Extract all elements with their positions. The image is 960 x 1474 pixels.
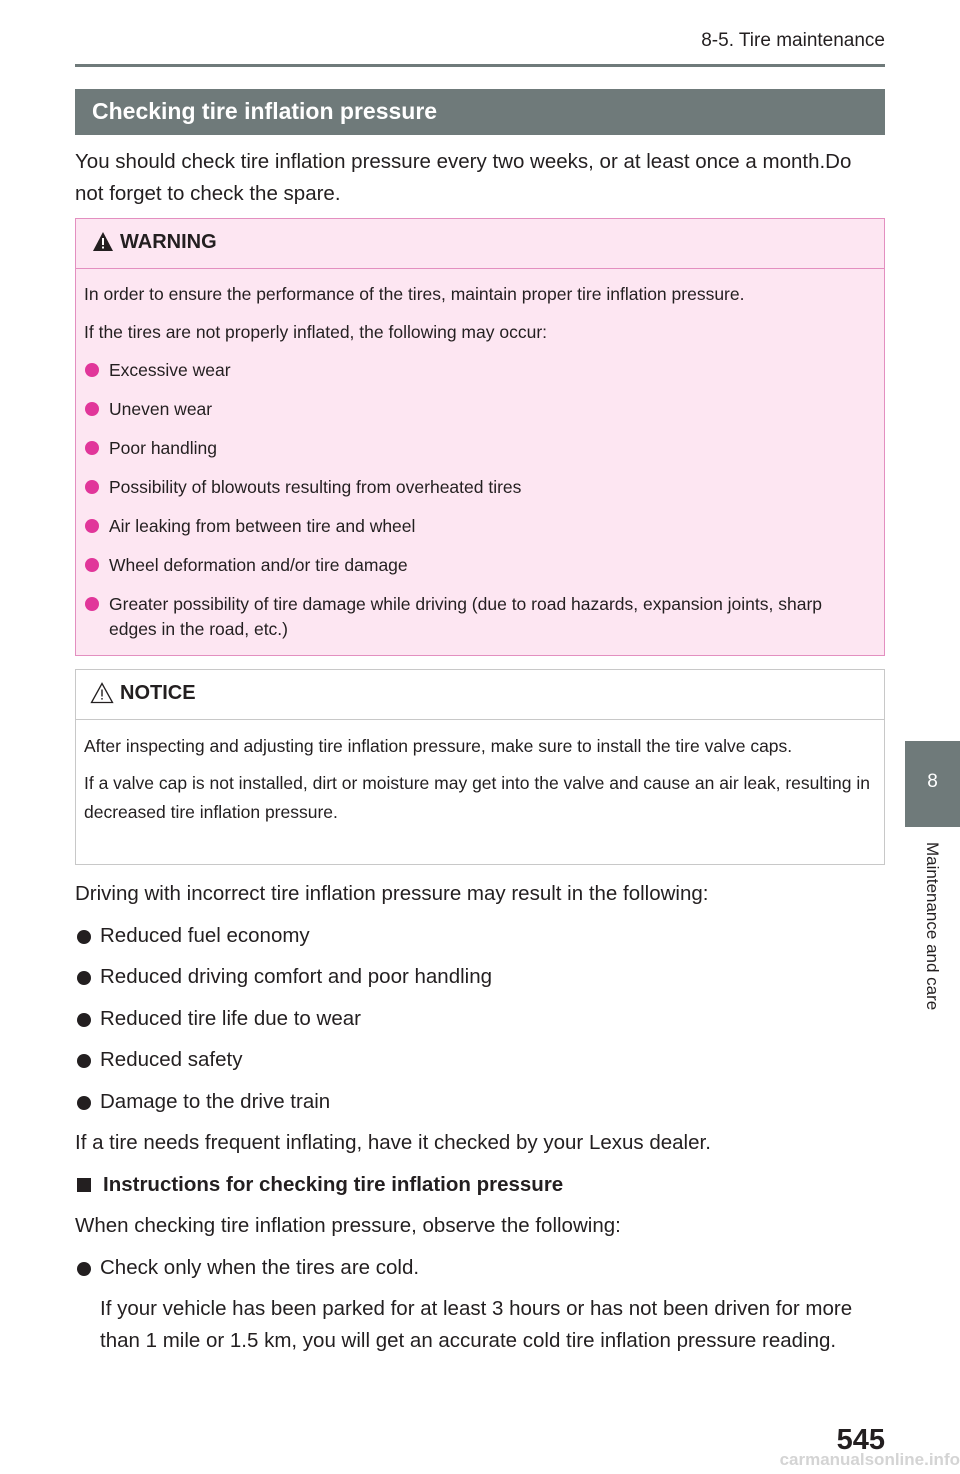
- warning-list-item: Excessive wear: [84, 358, 874, 383]
- check-detail: If your vehicle has been parked for at least 3 hours or has not been driven for more than 1 mile or 1.5 km, you will get an accurate cold tire inflation pressure reading.: [100, 1297, 853, 1352]
- observe-paragraph: When checking tire inflation pressure, observe the following:: [75, 1214, 621, 1237]
- effects-list-item: Reduced fuel economy: [75, 920, 885, 952]
- notice-title: NOTICE: [120, 682, 196, 704]
- effects-list-item: Damage to the drive train: [75, 1086, 885, 1118]
- subheading: Instructions for checking tire inflation pressure: [75, 1169, 885, 1201]
- effects-list-item: Reduced safety: [75, 1044, 885, 1076]
- warning-list-item: Air leaking from between tire and wheel: [84, 514, 874, 539]
- warning-paragraph: If the tires are not properly inflated, the following may occur:: [84, 322, 548, 342]
- running-header: 8-5. Tire maintenance: [701, 30, 885, 51]
- bullet-icon: [85, 441, 99, 455]
- warning-title: WARNING: [120, 231, 217, 253]
- notice-box: [75, 669, 885, 865]
- bullet-icon: [85, 480, 99, 494]
- bullet-icon: [77, 1013, 91, 1027]
- check-list-item: Check only when the tires are cold.: [75, 1252, 885, 1284]
- warning-list: [84, 358, 874, 642]
- bullet-icon: [77, 971, 91, 985]
- check-list: [75, 1252, 885, 1284]
- bullet-icon: [85, 402, 99, 416]
- warning-list-item: Greater possibility of tire damage while driving (due to road hazards, expansion joints, sharp edges in the road, etc.): [84, 592, 874, 642]
- warning-list-item: Wheel deformation and/or tire damage: [84, 553, 874, 578]
- dealer-note: If a tire needs frequent inflating, have it checked by your Lexus dealer.: [75, 1131, 711, 1154]
- header-rule: [75, 64, 885, 67]
- warning-list-item: Uneven wear: [84, 397, 874, 422]
- warning-triangle-icon: [92, 231, 114, 253]
- bullet-icon: [85, 597, 99, 611]
- notice-body: [76, 720, 884, 827]
- warning-body: [76, 269, 884, 642]
- intro-paragraph: You should check tire inflation pressure every two weeks, or at least once a month.Do not forget to check the spare.: [75, 150, 852, 205]
- section-title-bar: [75, 89, 885, 135]
- warning-box: [75, 218, 885, 656]
- section-title: Checking tire inflation pressure: [92, 98, 438, 124]
- chapter-title: Maintenance and care: [923, 842, 942, 1011]
- bullet-icon: [77, 1262, 91, 1276]
- notice-header: [76, 670, 884, 720]
- bullet-icon: [77, 930, 91, 944]
- effects-list-item: Reduced tire life due to wear: [75, 1003, 885, 1035]
- bullet-icon: [85, 558, 99, 572]
- effects-list: [75, 920, 885, 1118]
- warning-list-item: Poor handling: [84, 436, 874, 461]
- square-bullet-icon: [77, 1178, 91, 1192]
- chapter-side-label: [906, 842, 958, 1042]
- page-number: 545: [836, 1424, 885, 1456]
- notice-paragraph: After inspecting and adjusting tire inflation pressure, make sure to install the tire valve caps.: [84, 736, 793, 756]
- caution-outline-icon: [90, 682, 114, 704]
- bullet-icon: [77, 1054, 91, 1068]
- warning-header: [76, 219, 884, 269]
- notice-paragraph: If a valve cap is not installed, dirt or moisture may get into the valve and cause an air leak, resulting in decreased tire inflation pressure.: [84, 773, 870, 822]
- warning-paragraph: In order to ensure the performance of the tires, maintain proper tire inflation pressure.: [84, 284, 745, 304]
- watermark: carmanualsonline.info: [779, 1450, 960, 1469]
- effects-list-item: Reduced driving comfort and poor handling: [75, 961, 885, 993]
- main-content: [75, 878, 885, 1367]
- bullet-icon: [77, 1096, 91, 1110]
- chapter-number: 8: [927, 771, 938, 792]
- effects-lead: Driving with incorrect tire inflation pressure may result in the following:: [75, 882, 709, 905]
- chapter-tab[interactable]: [905, 741, 960, 827]
- warning-list-item: Possibility of blowouts resulting from overheated tires: [84, 475, 874, 500]
- bullet-icon: [85, 363, 99, 377]
- bullet-icon: [85, 519, 99, 533]
